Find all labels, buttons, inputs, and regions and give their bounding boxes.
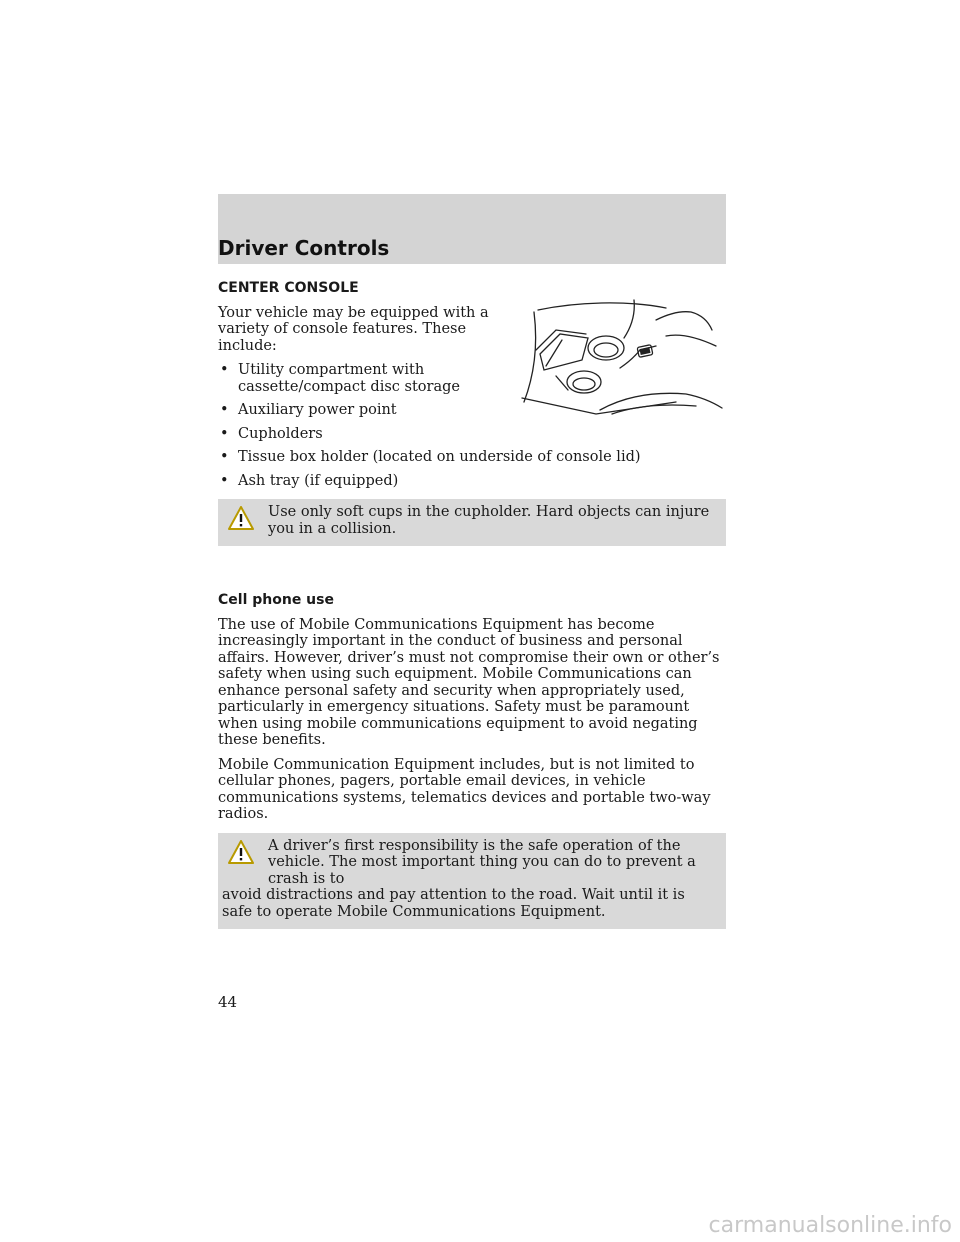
footer-watermark: carmanualsonline.info [708,1213,952,1238]
list-item: • Auxiliary power point [220,402,397,418]
bullet-symbol: • [220,472,229,489]
bullet-symbol: • [220,449,229,465]
cupholder-warning-text: Use only soft cups in the cupholder. Hard objects can injure you in a collision. [268,504,710,537]
bullet-symbol: • [220,362,229,378]
driver-warning-text-rest: avoid distractions and pay attention to the road. Wait until it is safe to operate Mobile Communications Equipment. [222,887,685,920]
center-console-intro: Your vehicle may be equipped with a variety of console features. These include: [218,304,489,354]
cupholder-warning-box [218,499,726,546]
list-item: • Tissue box holder (located on underside of console lid) [220,449,641,465]
bullet-symbol: • [220,402,229,418]
bullet-symbol: • [220,425,229,442]
center-console-heading: CENTER CONSOLE [218,280,359,296]
console-features-list [218,362,726,489]
list-item: • Utility compartment with cassette/compact disc storage [220,362,460,395]
warning-triangle-icon [228,840,254,864]
page-content [218,280,726,929]
driver-warning-text-first: A driver’s first responsibility is the safe operation of the vehicle. The most important thing you can do to prevent a crash is to [268,837,696,887]
page-number: 44 [218,993,238,1011]
cell-phone-para-1: The use of Mobile Communications Equipment has become increasingly important in the conduct of business and personal affairs. However, driver’s must not compromise their own or other’s safety when using such equipment. Mobile Communications can enhance personal safety and security when appropriately used, particularly in emergency situations. Safety must be paramount when using mobile communications equipment to avoid negating these benefits. [218,616,720,748]
page-header-title: Driver Controls [218,236,390,260]
list-item: • Cupholders [220,425,323,442]
cell-phone-para-2: Mobile Communication Equipment includes, but is not limited to cellular phones, pagers, portable email devices, in vehicle communications systems, telematics devices and portable two-way radios. [218,756,711,822]
warning-triangle-icon [228,506,254,530]
driver-responsibility-warning-box [218,833,726,930]
cell-phone-heading: Cell phone use [218,592,334,608]
list-item: • Ash tray (if equipped) [220,472,399,489]
